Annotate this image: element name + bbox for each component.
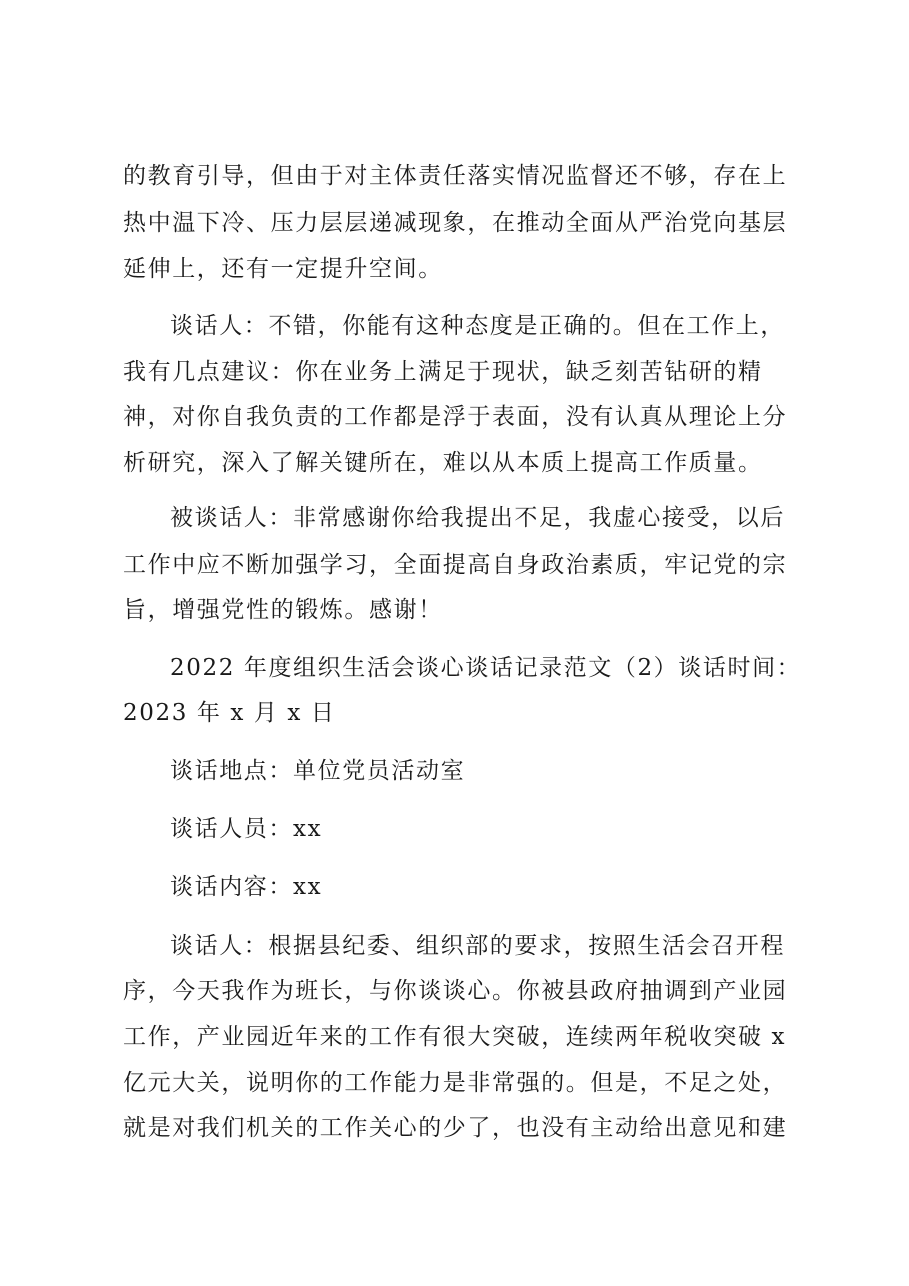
text-line: 旨，增强党性的锻炼。感谢！ xyxy=(123,597,443,623)
text-line: 被谈话人：非常感谢你给我提出不足，我虚心接受，以后 xyxy=(170,505,785,531)
text-line: 2022 年度组织生活会谈心谈话记录范文（2）谈话时间： xyxy=(170,655,802,681)
text-line: 谈话地点：单位党员活动室 xyxy=(170,758,466,784)
text-line: 析研究，深入了解关键所在，难以从本质上提高工作质量。 xyxy=(123,450,763,476)
text-line: 就是对我们机关的工作关心的少了，也没有主动给出意见和建 xyxy=(123,1115,788,1141)
text-line: 亿元大关，说明你的工作能力是非常强的。但是，不足之处， xyxy=(123,1070,788,1096)
text-line: 的教育引导，但由于对主体责任落实情况监督还不够，存在上 xyxy=(123,163,788,189)
text-line: 序，今天我作为班长，与你谈谈心。你被县政府抽调到产业园 xyxy=(123,978,788,1004)
text-line: 工作，产业园近年来的工作有很大突破，连续两年税收突破 x xyxy=(123,1024,787,1050)
text-line: 热中温下冷、压力层层递减现象，在推动全面从严治党向基层 xyxy=(123,210,788,236)
text-line: 谈话人：不错，你能有这种态度是正确的。但在工作上， xyxy=(170,313,785,339)
text-line: 我有几点建议：你在业务上满足于现状，缺乏刻苦钻研的精 xyxy=(123,359,763,385)
text-line: 谈话人员：xx xyxy=(170,816,323,842)
text-line: 延伸上，还有一定提升空间。 xyxy=(123,256,443,282)
text-line: 谈话内容：xx xyxy=(170,874,323,900)
text-line: 工作中应不断加强学习，全面提高自身政治素质，牢记党的宗 xyxy=(123,552,788,578)
text-line: 神，对你自我负责的工作都是浮于表面，没有认真从理论上分 xyxy=(123,404,788,430)
text-line: 谈话人：根据县纪委、组织部的要求，按照生活会召开程 xyxy=(170,933,785,959)
text-line: 2023 年 x 月 x 日 xyxy=(123,700,336,726)
